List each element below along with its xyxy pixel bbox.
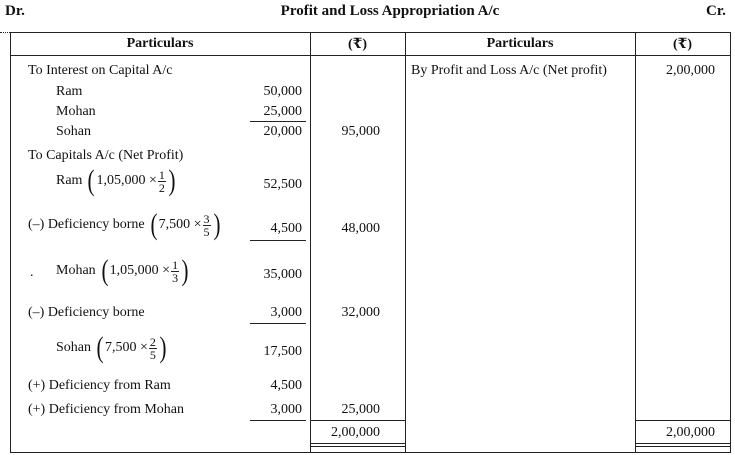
sohan-net-total: 25,000 bbox=[341, 402, 380, 417]
interest-total: 95,000 bbox=[341, 124, 380, 139]
interest-ram-amount: 50,000 bbox=[263, 84, 302, 99]
credit-net-profit-label: By Profit and Loss A/c (Net profit) bbox=[411, 63, 607, 78]
mohan-share-amount: 35,000 bbox=[263, 267, 302, 282]
sohan-from-ram-label: (+) Deficiency from Ram bbox=[28, 378, 171, 393]
col-line-debit-amount bbox=[310, 32, 311, 453]
header-credit-particulars: Particulars bbox=[486, 36, 554, 51]
mohan-deficiency-amount: 3,000 bbox=[270, 305, 302, 320]
mohan-share-expression bbox=[56, 256, 190, 286]
debit-total-double-line-1 bbox=[310, 443, 405, 444]
sohan-share-expression bbox=[56, 333, 168, 363]
mohan-name: Mohan bbox=[56, 263, 96, 278]
interest-ram-name: Ram bbox=[56, 84, 83, 99]
header-credit-amount: (₹) bbox=[672, 37, 693, 52]
credit-net-profit-amount: 2,00,000 bbox=[666, 63, 715, 78]
sohan-from-ram-amount: 4,500 bbox=[270, 378, 302, 393]
right-paren-icon: ) bbox=[213, 208, 221, 241]
mohan-net-total: 32,000 bbox=[341, 305, 380, 320]
ram-deficiency-label: (–) Deficiency borne bbox=[28, 217, 145, 232]
cr-label: Cr. bbox=[706, 3, 726, 19]
ram-share-expression bbox=[56, 166, 177, 196]
credit-total-double-line-1 bbox=[635, 443, 730, 444]
ram-def-expr-base: 7,500 × bbox=[158, 217, 202, 232]
right-paren-icon: ) bbox=[181, 254, 189, 287]
table-bottom-border bbox=[10, 452, 730, 453]
left-paren-icon: ( bbox=[150, 208, 158, 241]
sohan-expr-base: 7,500 × bbox=[105, 340, 148, 355]
credit-total-double-line-2 bbox=[635, 446, 730, 447]
ram-def-fraction: $\frac{3}{5}$ bbox=[203, 211, 210, 239]
ram-deficiency-expression bbox=[28, 210, 222, 240]
col-line-left bbox=[10, 32, 11, 453]
mohan-expr-base: 1,05,000 × bbox=[109, 263, 171, 278]
left-tick bbox=[0, 32, 10, 33]
interest-sohan-name: Sohan bbox=[56, 124, 91, 139]
sohan-fraction: $\frac{2}{5}$ bbox=[149, 334, 156, 362]
interest-on-capital-label: To Interest on Capital A/c bbox=[28, 63, 173, 78]
col-line-credit-amount bbox=[635, 32, 636, 453]
sohan-name: Sohan bbox=[56, 340, 91, 355]
header-divider bbox=[10, 55, 730, 56]
dr-label: Dr. bbox=[5, 3, 25, 19]
col-line-right bbox=[730, 32, 731, 453]
ram-net-total: 48,000 bbox=[341, 221, 380, 236]
mohan-deficiency-label: (–) Deficiency borne bbox=[28, 305, 145, 320]
mohan-subtotal-line bbox=[250, 323, 306, 324]
right-paren-icon: ) bbox=[159, 331, 167, 364]
sohan-from-mohan-label: (+) Deficiency from Mohan bbox=[28, 402, 185, 417]
header-debit-particulars: Particulars bbox=[126, 36, 194, 51]
page-title: Profit and Loss Appropriation A/c bbox=[280, 3, 500, 19]
interest-mohan-name: Mohan bbox=[56, 104, 96, 119]
ram-expr-base: 1,05,000 × bbox=[96, 173, 157, 188]
sohan-from-mohan-amount: 3,000 bbox=[270, 402, 302, 417]
header-debit-amount: (₹) bbox=[347, 37, 368, 52]
ram-name: Ram bbox=[56, 173, 83, 188]
credit-grand-total: 2,00,000 bbox=[666, 425, 715, 440]
col-line-mid bbox=[405, 32, 406, 453]
capitals-label: To Capitals A/c (Net Profit) bbox=[28, 148, 184, 163]
debit-total-top-line bbox=[310, 420, 405, 421]
left-paren-icon: ( bbox=[96, 331, 104, 364]
credit-total-top-line bbox=[635, 420, 730, 421]
interest-subtotal-line bbox=[250, 121, 306, 122]
ram-subtotal-line bbox=[250, 240, 306, 241]
left-paren-icon: ( bbox=[87, 164, 95, 197]
table-top-border bbox=[10, 32, 730, 33]
debit-grand-total: 2,00,000 bbox=[331, 425, 380, 440]
mohan-bullet: . bbox=[30, 265, 34, 280]
debit-total-double-line-2 bbox=[310, 446, 405, 447]
sohan-share-amount: 17,500 bbox=[263, 344, 302, 359]
ram-deficiency-amount: 4,500 bbox=[270, 221, 302, 236]
interest-sohan-amount: 20,000 bbox=[263, 124, 302, 139]
ram-fraction: $\frac{1}{2}$ bbox=[158, 167, 165, 195]
right-paren-icon: ) bbox=[168, 164, 176, 197]
ram-share-amount: 52,500 bbox=[263, 177, 302, 192]
sohan-subtotal-line bbox=[250, 420, 306, 421]
left-paren-icon: ( bbox=[101, 254, 109, 287]
interest-mohan-amount: 25,000 bbox=[263, 104, 302, 119]
mohan-fraction: $\frac{1}{3}$ bbox=[172, 257, 179, 285]
